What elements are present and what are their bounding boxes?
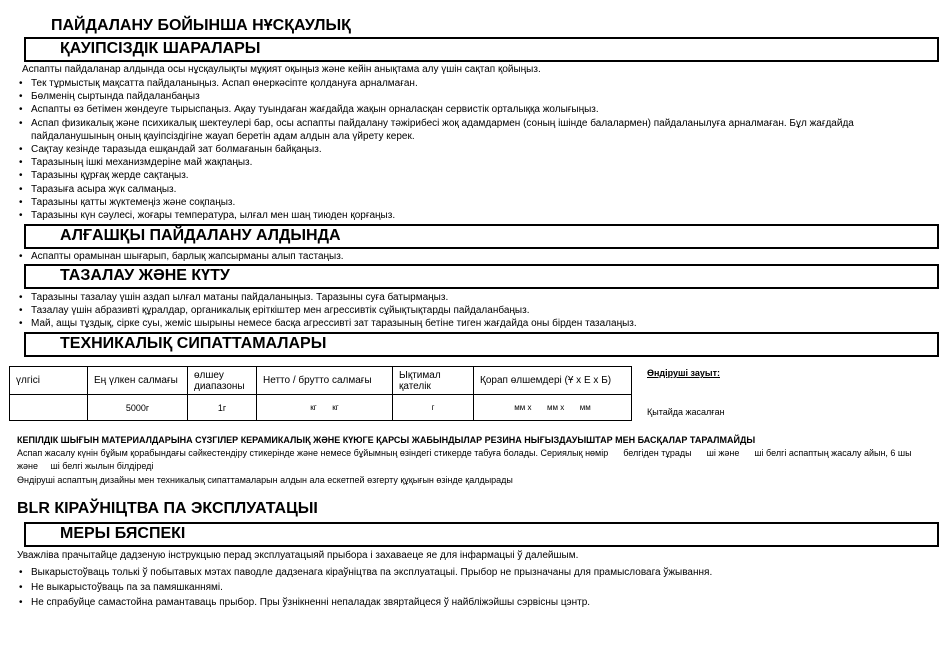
specs-cell-max-weight: 5000г (88, 395, 188, 421)
specs-header-model: үлгісі (10, 367, 88, 395)
specs-header-box-size: Қорап өлшемдері (Ұ х Е х Б) (474, 367, 632, 395)
specs-header-error: Ықтимал қателік (393, 367, 474, 395)
list-item: • Таразыны тазалау үшін аздап ылғал матаны пайдаланыңыз. Таразыны суға батырмаңыз. (18, 291, 938, 304)
specs-header-range: өлшеу диапазоны (188, 367, 257, 395)
safety-list-kk (18, 77, 938, 222)
made-in-kk: Қытайда жасалған (647, 407, 725, 417)
section-heading-specs-kk: ТЕХНИКАЛЫҚ СИПАТТАМАЛАРЫ (24, 332, 939, 357)
list-item: • Сақтау кезінде таразыда ешқандай зат болмағанын байқаңыз. (18, 143, 938, 156)
list-item: • Таразыны құрғақ жерде сақтаңыз. (18, 169, 938, 182)
safety-intro-be: Уважліва прачытайце дадзеную інструкцыю перад эксплуатацыяй прыбора і захаваеце яе для інфармацыі ў далейшым. (17, 550, 579, 561)
cleaning-list-kk (18, 291, 938, 331)
list-item: • Выкарыстоўваць толькі ў побытавых мэтах паводле дадзенага кіраўніцтва па эксплуатацыі. Прыбор не прызначаны для прамысловага ўжывання. (18, 565, 938, 580)
list-item: • Аспапты орамынан шығарып, барлық жапсырманы алып тастаңыз. (18, 250, 938, 263)
list-item: • Таразының ішкі механизмдеріне май жақпаңыз. (18, 156, 938, 169)
specs-cell-box-size: мм х мм х мм (474, 395, 632, 421)
section-heading-before-use-kk: АЛҒАШҚЫ ПАЙДАЛАНУ АЛДЫНДА (24, 224, 939, 249)
specs-cell-error: г (393, 395, 474, 421)
specs-header-net-gross: Нетто / брутто салмағы (257, 367, 393, 395)
specs-cell-model (10, 395, 88, 421)
list-item: • Май, ащы тұздық, сірке суы, жеміс шырыны немесе басқа агрессивті зат таразының бетіне тиген жағдайда оны бірден тазалаңыз. (18, 317, 938, 330)
specs-cell-net-gross: кг кг (257, 395, 393, 421)
list-item: • Таразыға асыра жүк салмаңыз. (18, 183, 938, 196)
list-item: • Таразыны күн сәулесі, жоғары температура, ылғал мен шаң тиюден қорғаңыз. (18, 209, 938, 222)
safety-list-be (18, 565, 938, 610)
specs-table (9, 366, 632, 421)
list-item: • Аспап физикалық және психикалық шектеулері бар, осы аспапты пайдалану тәжірибесі жоқ адамдармен (соның ішінде балалармен) пайдаланылуға арналмаған. Бұл жағдайда пайдаланушының оның қауіпсіздігіне жауап беретін адам алдын ала үйрету керек. (18, 117, 938, 143)
list-item: • Тазалау үшін абразивті құралдар, органикалық еріткіштер мен агрессивтік сұйықтықтарды пайдаланбаңыз. (18, 304, 938, 317)
list-item: • Аспапты өз бетімен жөндеуге тырыспаңыз. Ақау туындаған жағдайда жақын орналасқан сервистік орталыққа жолығыңыз. (18, 103, 938, 116)
doc-title-be: BLR КІРАЎНІЦТВА ПА ЭКСПЛУАТАЦЫІ (17, 500, 318, 517)
list-item: • Не спрабуйце самастойна рамантаваць прыбор. Пры ўзнікненні непаладак звяртайцеся ў найбліжэйшы сэрвісны цэнтр. (18, 595, 938, 610)
list-item: • Тек тұрмыстық мақсатта пайдаланыңыз. Аспап өнеркәсіпте қолдануға арналмаған. (18, 77, 938, 90)
list-item: • Бөлменің сыртында пайдаланбаңыз (18, 90, 938, 103)
specs-header-max-weight: Ең үлкен салмағы (88, 367, 188, 395)
section-heading-safety-be: МЕРЫ БЯСПЕКІ (24, 522, 939, 547)
list-item: • Не выкарыстоўваць па за памяшканнямі. (18, 580, 938, 595)
doc-title-kk: ПАЙДАЛАНУ БОЙЫНША НҰСҚАУЛЫҚ (51, 17, 351, 34)
manufacturer-label-kk: Өндіруші зауыт: (647, 368, 720, 378)
before-use-list-kk (18, 250, 938, 263)
specs-cell-range: 1г (188, 395, 257, 421)
safety-intro-kk: Аспапты пайдаланар алдында осы нұсқаулықты мұқият оқыңыз және кейін анықтама алу үшін сақтап қойыңыз. (22, 64, 541, 75)
section-heading-cleaning-kk: ТАЗАЛАУ ЖӘНЕ КҮТУ (24, 264, 939, 289)
warranty-title-kk: КЕПІЛДІК ШЫҒЫН МАТЕРИАЛДАРЫНА СҮЗГІЛЕР КЕРАМИКАЛЫҚ ЖӘНЕ КҮЮГЕ ҚАРСЫ ЖАБЫНДЫЛАР РЕЗИНА НЫҒЫЗДАУЫШТАР МЕН БАСҚАЛАР ТАРАЛМАЙДЫ (17, 435, 756, 445)
manufacturer-note-kk: Өндіруші аспаптың дизайны мен техникалық сипаттамаларын алдын ала ескетпей өзгерту құқығын өзінде қалдырады (17, 475, 513, 485)
warranty-text-kk: Аспап жасалу күнін бұйым қорабындағы сәйкестендіру стикеріндe және немесе бұйымның өзіндегі стикерде табуға болады. Сериялық нөмір белгіден тұрады ші және ші белгі аспаптың жасалу айын, 6 шы және ші белгі жылын білдіреді (17, 448, 915, 471)
list-item: • Таразыны қатты жүктемеңіз және соқпаңыз. (18, 196, 938, 209)
section-heading-safety-kk: ҚАУІПСІЗДІК ШАРАЛАРЫ (24, 37, 939, 62)
